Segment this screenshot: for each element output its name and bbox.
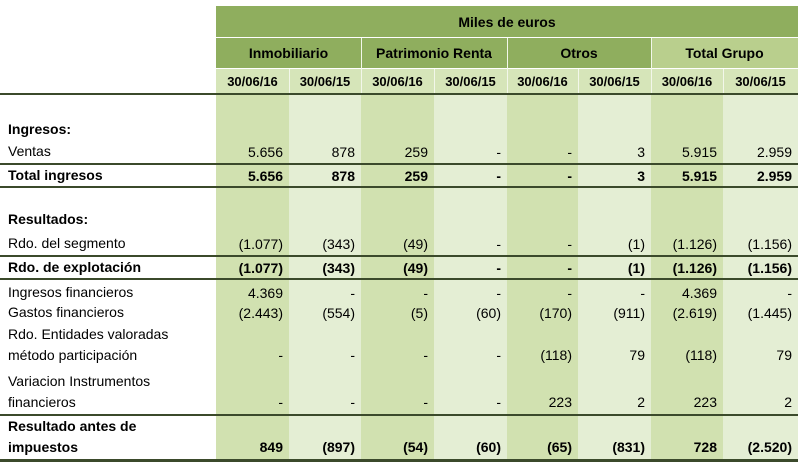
row-label: método participación [8, 347, 138, 363]
value-cell: 5.915 [681, 168, 717, 184]
value-cell: - [423, 285, 428, 301]
value-cell: - [567, 260, 572, 276]
header-divider [289, 69, 290, 94]
value-cell: (118) [540, 347, 572, 363]
value-cell: - [278, 394, 283, 410]
value-cell: (897) [322, 439, 355, 455]
row-label: financieros [8, 394, 76, 410]
header-divider [434, 69, 435, 94]
date-header: 30/06/16 [651, 69, 723, 93]
value-cell: - [423, 347, 428, 363]
value-cell: (831) [612, 439, 645, 455]
value-cell: 2 [637, 394, 645, 410]
value-cell: - [496, 394, 501, 410]
row-rule [0, 459, 798, 462]
value-cell: 79 [629, 347, 645, 363]
value-cell: (5) [410, 305, 428, 321]
header-rule [0, 93, 798, 95]
value-cell: - [567, 285, 572, 301]
row-label: Total ingresos [8, 167, 103, 183]
header-divider [361, 38, 362, 69]
value-cell: (554) [322, 305, 355, 321]
value-cell: - [423, 394, 428, 410]
row-label: Ingresos financieros [8, 284, 134, 300]
row-rule [0, 414, 798, 416]
value-cell: (911) [613, 305, 645, 321]
value-cell: 5.656 [247, 144, 283, 160]
value-cell: 878 [331, 168, 355, 184]
value-cell: (118) [685, 347, 717, 363]
value-cell: 259 [404, 144, 428, 160]
value-cell: (1.077) [238, 236, 283, 252]
row-label: Ingresos: [8, 121, 72, 137]
value-cell: (1.156) [747, 260, 792, 276]
row-rule [0, 255, 798, 257]
value-cell: 4.369 [681, 285, 717, 301]
value-cell: 5.915 [681, 144, 717, 160]
header-divider [723, 69, 724, 94]
value-cell: - [496, 285, 501, 301]
value-cell: 878 [331, 144, 355, 160]
row-label: Resultado antes de [8, 418, 137, 434]
value-cell: - [496, 168, 501, 184]
value-cell: - [567, 236, 572, 252]
date-header: 30/06/15 [434, 69, 507, 93]
value-cell: (54) [403, 439, 428, 455]
header-divider [507, 69, 508, 94]
value-cell: (1.156) [747, 236, 792, 252]
value-cell: (1) [627, 260, 645, 276]
row-rule [0, 163, 798, 165]
value-cell: - [496, 347, 501, 363]
value-cell: 2 [784, 394, 792, 410]
date-header: 30/06/16 [361, 69, 434, 93]
value-cell: (170) [539, 305, 572, 321]
row-label: Rdo. de explotación [8, 259, 142, 275]
value-cell: (343) [322, 260, 355, 276]
header-divider [361, 69, 362, 94]
value-cell: (60) [476, 305, 501, 321]
value-cell: (49) [403, 236, 428, 252]
value-cell: 728 [693, 439, 717, 455]
value-cell: (1.077) [238, 260, 283, 276]
value-cell: (1.445) [747, 305, 792, 321]
row-label: Rdo. Entidades valoradas [8, 326, 169, 342]
row-label: Rdo. del segmento [8, 235, 126, 251]
date-header: 30/06/16 [507, 69, 578, 93]
value-cell: - [567, 168, 572, 184]
value-cell: - [278, 347, 283, 363]
header-divider [578, 69, 579, 94]
value-cell: - [787, 285, 792, 301]
value-cell: 79 [776, 347, 792, 363]
row-label: Ventas [8, 143, 51, 159]
value-cell: (343) [322, 236, 355, 252]
group-header: Otros [507, 38, 651, 68]
row-rule [0, 186, 798, 188]
value-cell: (65) [547, 439, 572, 455]
row-label: Variacion Instrumentos [8, 373, 151, 389]
value-cell: (1.126) [672, 260, 717, 276]
value-cell: 2.959 [756, 144, 792, 160]
value-cell: 259 [404, 168, 428, 184]
value-cell: (60) [476, 439, 501, 455]
value-cell: - [640, 285, 645, 301]
date-header: 30/06/15 [578, 69, 651, 93]
date-header: 30/06/16 [216, 69, 289, 93]
value-cell: 3 [637, 168, 645, 184]
value-cell: - [496, 236, 501, 252]
value-cell: - [496, 144, 501, 160]
group-header: Patrimonio Renta [361, 38, 507, 68]
header-divider [651, 69, 652, 94]
group-header: Total Grupo [651, 38, 798, 68]
value-cell: 223 [693, 394, 717, 410]
value-cell: (2.520) [747, 439, 792, 455]
row-label: Gastos financieros [8, 304, 124, 320]
value-cell: 849 [259, 439, 283, 455]
value-cell: - [567, 144, 572, 160]
value-cell: 5.656 [247, 168, 283, 184]
super-header: Miles de euros [216, 6, 798, 37]
value-cell: (1.126) [672, 236, 717, 252]
value-cell: 2.959 [756, 168, 792, 184]
value-cell: - [350, 285, 355, 301]
group-header: Inmobiliario [216, 38, 361, 68]
value-cell: (49) [403, 260, 428, 276]
row-rule [0, 278, 798, 280]
value-cell: (2.443) [238, 305, 283, 321]
value-cell: - [350, 394, 355, 410]
value-cell: 223 [548, 394, 572, 410]
value-cell: 3 [637, 144, 645, 160]
row-label: Resultados: [8, 211, 89, 227]
header-divider [651, 38, 652, 69]
value-cell: 4.369 [247, 285, 283, 301]
date-header: 30/06/15 [723, 69, 798, 93]
header-divider [507, 38, 508, 69]
value-cell: (2.619) [672, 305, 717, 321]
value-cell: (1) [627, 236, 645, 252]
row-label: impuestos [8, 439, 79, 455]
date-header: 30/06/15 [289, 69, 361, 93]
value-cell: - [496, 260, 501, 276]
value-cell: - [350, 347, 355, 363]
